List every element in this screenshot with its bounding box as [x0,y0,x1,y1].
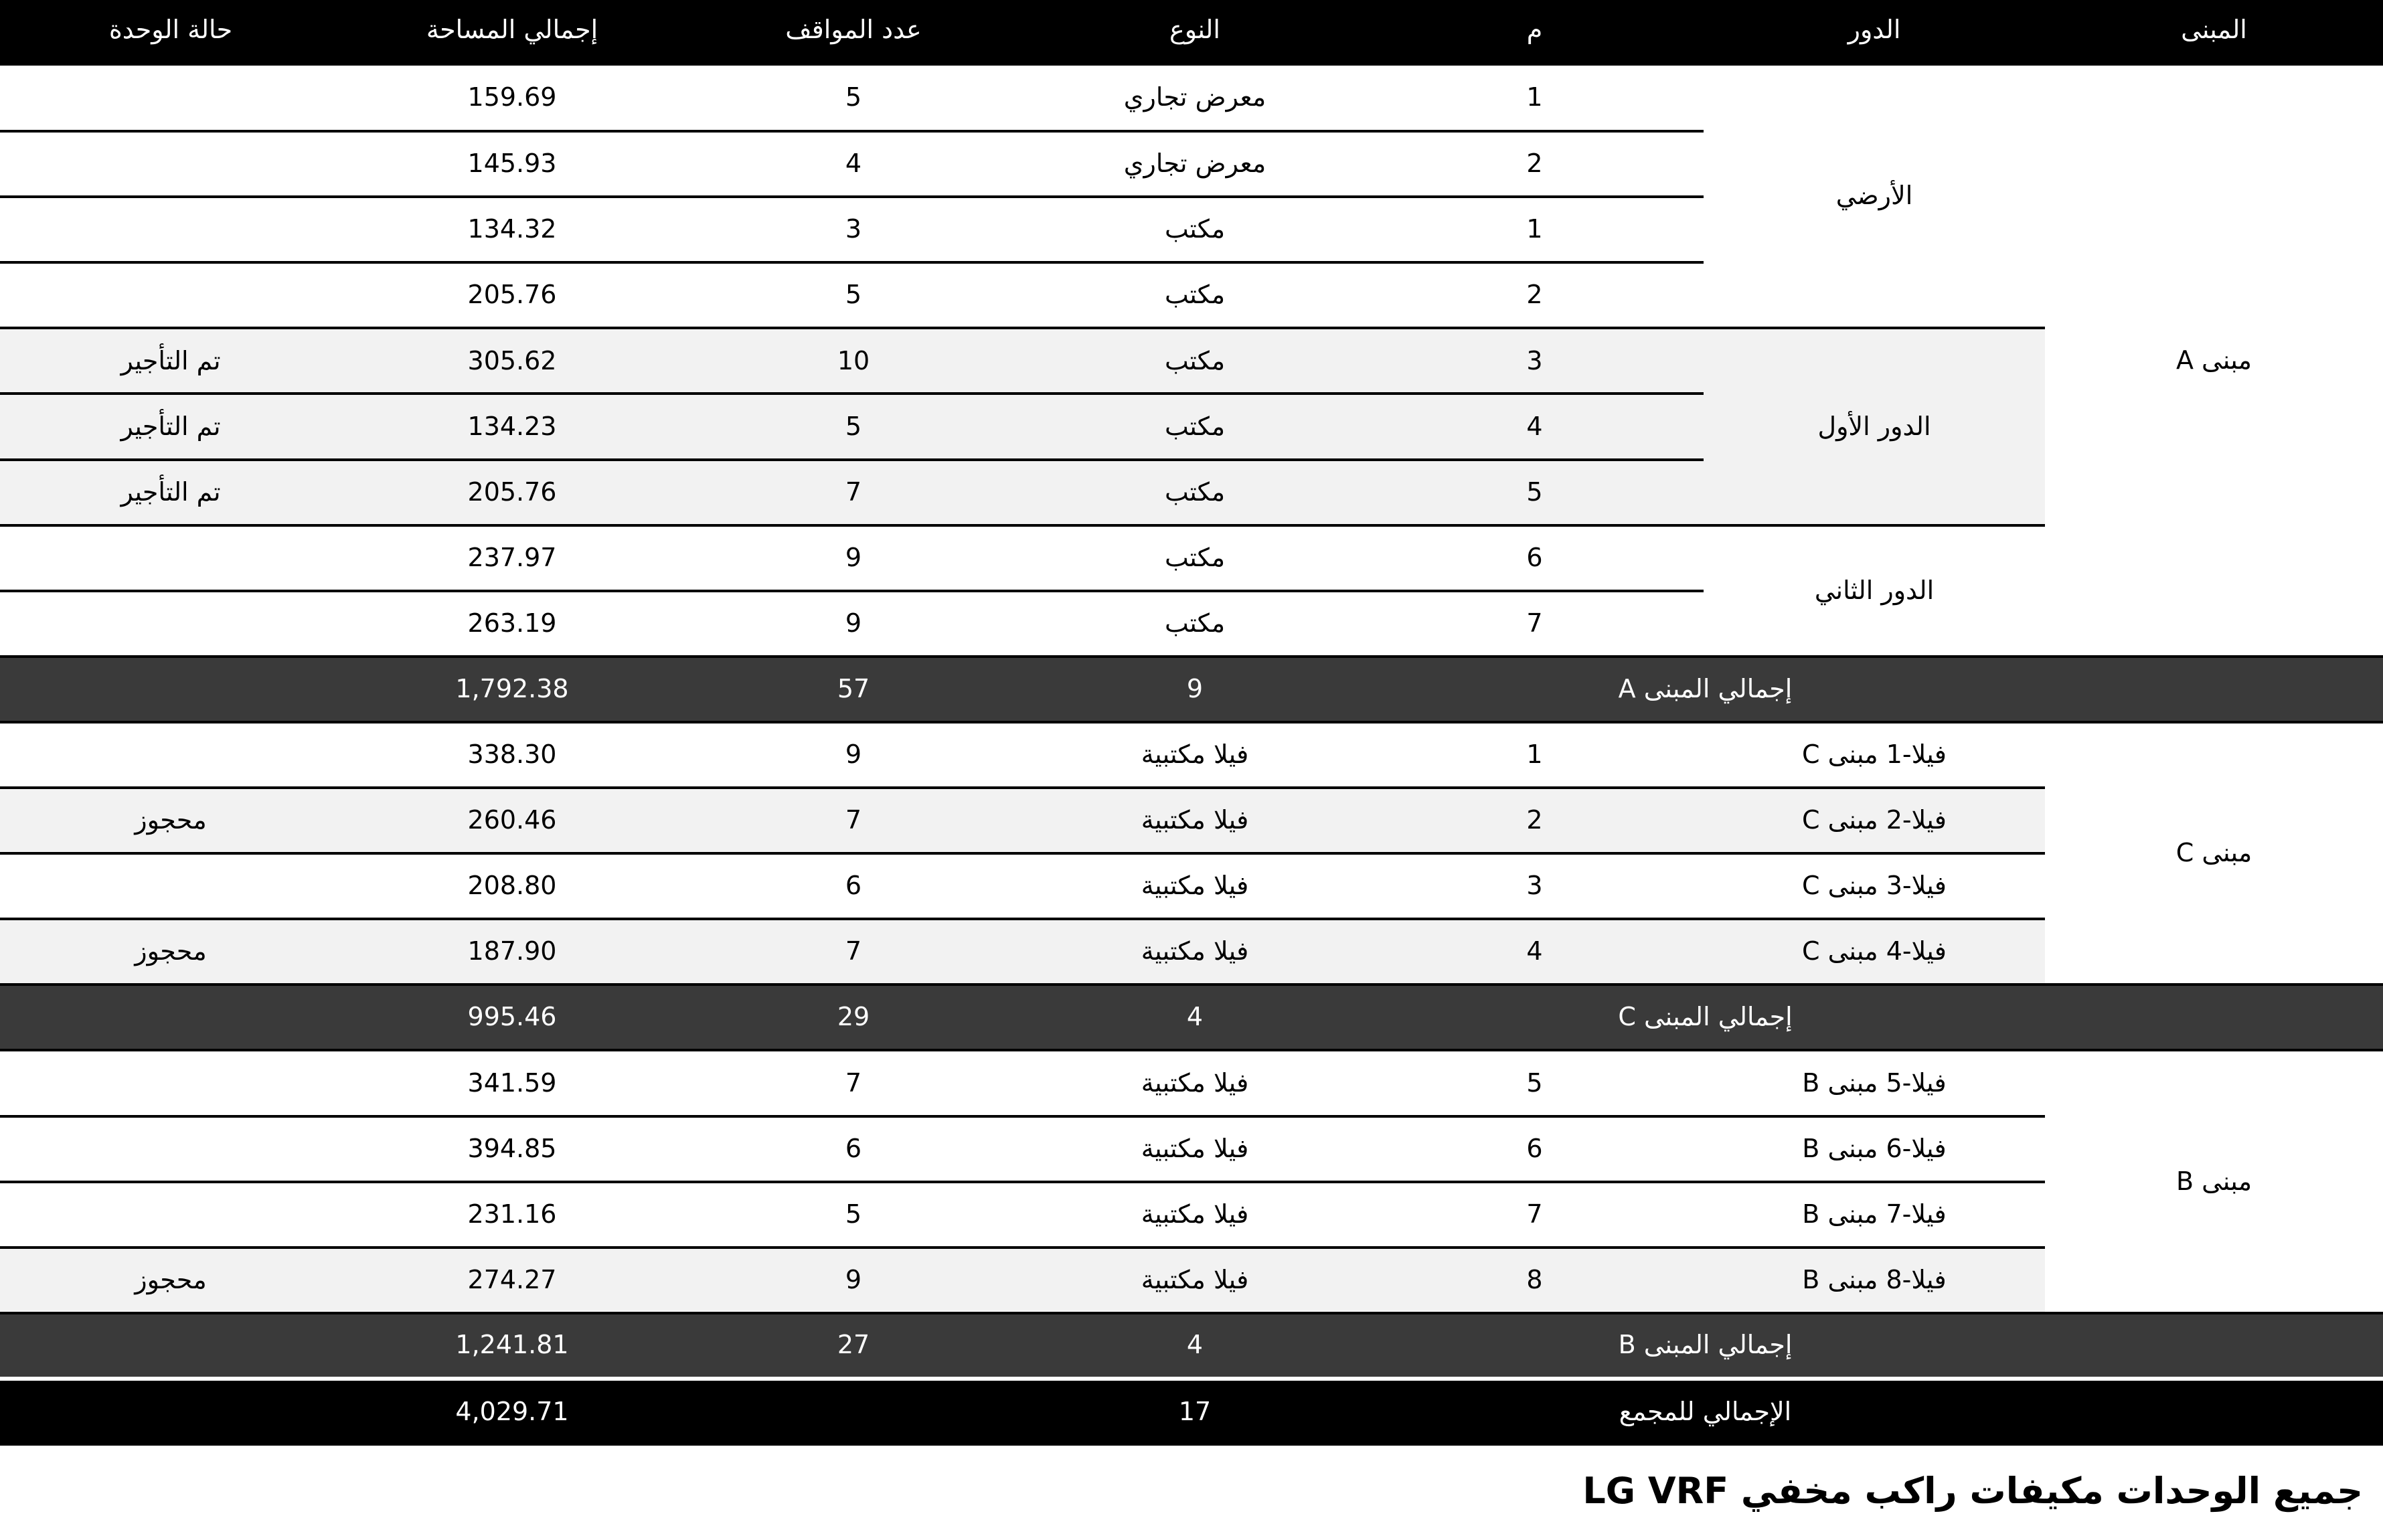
unit-area: 134.23 [341,394,683,459]
unit-area: 305.62 [341,328,683,394]
grand-total-area: 4,029.71 [341,1379,683,1444]
subtotal-label: إجمالي المبنى C [1366,985,2045,1050]
table-row [0,328,2383,394]
subtotal-building [2045,985,2383,1050]
unit-parking: 9 [683,525,1024,591]
unit-floor: فيلا-6 مبنى B [1704,1116,2045,1182]
unit-parking: 6 [683,853,1024,919]
unit-parking: 9 [683,591,1024,657]
grand-total-row [0,1379,2383,1444]
unit-type: مكتب [1024,262,1366,328]
unit-status: تم التأجير [0,460,341,525]
unit-parking: 9 [683,722,1024,788]
unit-no: 5 [1366,460,1704,525]
unit-area: 263.19 [341,591,683,657]
subtotal-area: 1,792.38 [341,657,683,722]
floor-first-cell: الدور الأول [1704,328,2045,525]
unit-type: مكتب [1024,460,1366,525]
unit-type: فيلا مكتبية [1024,919,1366,985]
table-row [0,1116,2383,1182]
unit-floor: فيلا-3 مبنى C [1704,853,2045,919]
table-row [0,722,2383,788]
unit-status [0,197,341,262]
header-row [0,0,2383,66]
unit-type: مكتب [1024,328,1366,394]
unit-area: 341.59 [341,1050,683,1116]
header-area: إجمالي المساحة [341,0,683,66]
unit-status [0,262,341,328]
footnote-caption: جميع الوحدات مكيفات راكب مخفي LG VRF [1582,1470,2363,1512]
unit-floor: فيلا-8 مبنى B [1704,1248,2045,1313]
unit-no: 2 [1366,131,1704,197]
table-row [0,1182,2383,1248]
unit-no: 3 [1366,328,1704,394]
table-row [0,525,2383,591]
subtotal-row-a [0,657,2383,722]
unit-type: فيلا مكتبية [1024,1116,1366,1182]
unit-floor: فيلا-2 مبنى C [1704,788,2045,853]
unit-parking: 4 [683,131,1024,197]
unit-parking: 5 [683,262,1024,328]
unit-type: معرض تجاري [1024,131,1366,197]
table-row [0,66,2383,131]
unit-no: 4 [1366,394,1704,459]
table-row [0,1050,2383,1116]
unit-parking: 3 [683,197,1024,262]
building-a-cell: مبنى A [2045,66,2383,657]
unit-area: 187.90 [341,919,683,985]
header-type: النوع [1024,0,1366,66]
table-row [0,919,2383,985]
subtotal-count: 9 [1024,657,1366,722]
unit-no: 7 [1366,1182,1704,1248]
unit-parking: 7 [683,919,1024,985]
subtotal-area: 995.46 [341,985,683,1050]
header-status: حالة الوحدة [0,0,341,66]
unit-status [0,591,341,657]
header-building: المبنى [2045,0,2383,66]
unit-status: محجوز [0,919,341,985]
unit-floor: فيلا-4 مبنى C [1704,919,2045,985]
unit-status [0,66,341,131]
unit-type: فيلا مكتبية [1024,788,1366,853]
unit-no: 2 [1366,262,1704,328]
unit-status: محجوز [0,1248,341,1313]
building-b-cell: مبنى B [2045,1050,2383,1312]
unit-parking: 7 [683,788,1024,853]
subtotal-label: إجمالي المبنى B [1366,1313,2045,1379]
unit-status [0,131,341,197]
subtotal-count: 4 [1024,1313,1366,1379]
unit-no: 2 [1366,788,1704,853]
unit-parking: 5 [683,1182,1024,1248]
subtotal-row-c [0,985,2383,1050]
unit-no: 5 [1366,1050,1704,1116]
unit-type: مكتب [1024,394,1366,459]
table-row [0,1248,2383,1313]
subtotal-parking: 29 [683,985,1024,1050]
unit-status [0,853,341,919]
unit-area: 208.80 [341,853,683,919]
unit-area: 338.30 [341,722,683,788]
floor-ground-cell: الأرضي [1704,66,2045,328]
subtotal-parking: 27 [683,1313,1024,1379]
subtotal-area: 1,241.81 [341,1313,683,1379]
unit-no: 6 [1366,525,1704,591]
unit-no: 3 [1366,853,1704,919]
unit-status: تم التأجير [0,328,341,394]
unit-status [0,722,341,788]
unit-type: فيلا مكتبية [1024,1182,1366,1248]
unit-status [0,1116,341,1182]
unit-type: فيلا مكتبية [1024,722,1366,788]
grand-total-label: الإجمالي للمجمع [1366,1379,2045,1444]
unit-floor: فيلا-5 مبنى B [1704,1050,2045,1116]
unit-type: فيلا مكتبية [1024,1050,1366,1116]
unit-floor: فيلا-7 مبنى B [1704,1182,2045,1248]
unit-type: مكتب [1024,591,1366,657]
unit-type: فيلا مكتبية [1024,1248,1366,1313]
unit-status [0,1050,341,1116]
unit-type: فيلا مكتبية [1024,853,1366,919]
unit-area: 205.76 [341,460,683,525]
subtotal-label: إجمالي المبنى A [1366,657,2045,722]
unit-area: 274.27 [341,1248,683,1313]
unit-floor: فيلا-1 مبنى C [1704,722,2045,788]
unit-no: 8 [1366,1248,1704,1313]
unit-area: 231.16 [341,1182,683,1248]
unit-status: محجوز [0,788,341,853]
header-no: م [1366,0,1704,66]
unit-parking: 7 [683,460,1024,525]
subtotal-building [2045,1313,2383,1379]
unit-parking: 9 [683,1248,1024,1313]
unit-no: 7 [1366,591,1704,657]
header-parking: عدد المواقف [683,0,1024,66]
unit-no: 1 [1366,197,1704,262]
subtotal-parking: 57 [683,657,1024,722]
unit-type: معرض تجاري [1024,66,1366,131]
unit-parking: 6 [683,1116,1024,1182]
unit-type: مكتب [1024,197,1366,262]
unit-status: تم التأجير [0,394,341,459]
grand-total-count: 17 [1024,1379,1366,1444]
unit-area: 159.69 [341,66,683,131]
unit-status [0,1182,341,1248]
unit-parking: 7 [683,1050,1024,1116]
floor-second-cell: الدور الثاني [1704,525,2045,657]
grand-total-building [2045,1379,2383,1444]
unit-area: 237.97 [341,525,683,591]
building-c-cell: مبنى C [2045,722,2383,985]
grand-total-status [0,1379,341,1444]
unit-no: 1 [1366,66,1704,131]
unit-area: 260.46 [341,788,683,853]
subtotal-count: 4 [1024,985,1366,1050]
unit-parking: 5 [683,66,1024,131]
table-row [0,788,2383,853]
unit-no: 1 [1366,722,1704,788]
unit-type: مكتب [1024,525,1366,591]
table-row [0,853,2383,919]
subtotal-status [0,1313,341,1379]
unit-parking: 10 [683,328,1024,394]
unit-area: 145.93 [341,131,683,197]
unit-area: 134.32 [341,197,683,262]
subtotal-status [0,657,341,722]
grand-total-parking [683,1379,1024,1444]
unit-parking: 5 [683,394,1024,459]
subtotal-building [2045,657,2383,722]
unit-no: 4 [1366,919,1704,985]
subtotal-row-b [0,1313,2383,1379]
unit-no: 6 [1366,1116,1704,1182]
unit-area: 394.85 [341,1116,683,1182]
subtotal-status [0,985,341,1050]
header-floor: الدور [1704,0,2045,66]
unit-area: 205.76 [341,262,683,328]
unit-status [0,525,341,591]
